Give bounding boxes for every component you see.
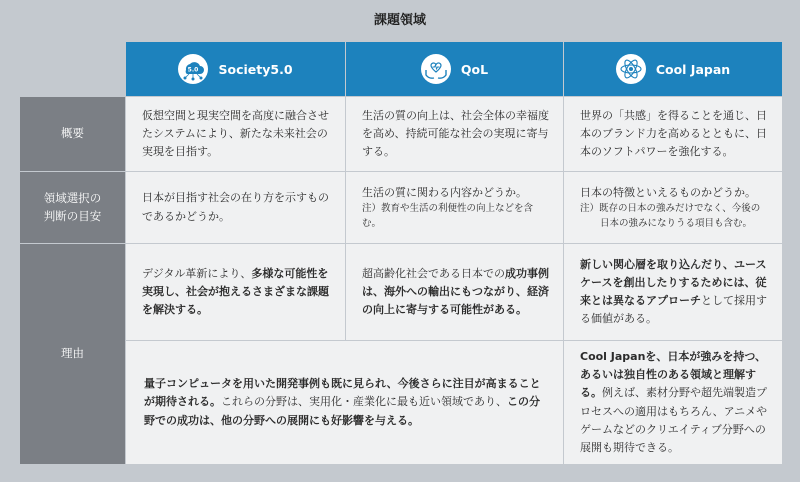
society5-icon [178,54,208,84]
criteria-cool-japan: 日本の特徴といえるものかどうか。 注）既存の日本の強みだけでなく、今後の 日本の強みになりうる項目も含む。 [564,172,782,243]
column-header-cool-japan [564,42,782,96]
reason-society5: デジタル革新により、多様な可能性を実現し、社会が抱えるさまざまな課題を解決する。 [126,244,345,340]
atom-icon [616,54,646,84]
row-header-criteria: 領域選択の 判断の目安 [20,172,125,243]
criteria-qol: 生活の質に関わる内容かどうか。 注）教育や生活の利便性の向上などを含む。 [346,172,563,243]
criteria-society5: 日本が目指す社会の在り方を示すものであるかどうか。 [126,172,345,243]
column-label: Society5.0 [218,61,293,77]
reason-merged-society-qol: 量子コンピュータを用いた開発事例も既に見られ、今後さらに注目が高まることが期待される。これらの分野は、実用化・産業化に最も近い領域であり、この分野での成功は、他の分野への展開にも好影響を与える。 [126,341,563,464]
row-header-overview: 概要 [20,97,125,171]
row-header-reason: 理由 [20,244,125,464]
heart-in-hands-icon [421,54,451,84]
reason-qol: 超高齢化社会である日本での成功事例は、海外への輸出にもつながり、経済の向上に寄与する可能性がある。 [346,244,563,340]
reason-cool-japan-detail: Cool Japanを、日本が強みを持つ、あるいは独自性のある領域と理解する。例えば、素材分野や超先端製造プロセスへの適用はもちろん、アニメやゲームなどのクリエイティブ分野への展開も期待できる。 [564,341,782,464]
column-label: QoL [460,61,489,77]
overview-society5: 仮想空間と現実空間を高度に融合させたシステムにより、新たな未来社会の実現を目指す。 [126,97,345,171]
svg-text:5.0: 5.0 [188,66,199,74]
overview-cool-japan: 世界の「共感」を得ることを通じ、日本のブランド力を高めるとともに、日本のソフトパワーを強化する。 [564,97,782,171]
page-title: 課題領域 [373,13,426,28]
column-label: Cool Japan [655,61,731,77]
column-header-qol [346,42,563,96]
column-header-society5 [126,42,345,96]
overview-qol: 生活の質の向上は、社会全体の幸福度を高め、持続可能な社会の実現に寄与する。 [346,97,563,171]
reason-cool-japan: 新しい関心層を取り込んだり、ユースケースを創出したりするためには、従来とは異なるアプローチとして採用する価値がある。 [564,244,782,340]
